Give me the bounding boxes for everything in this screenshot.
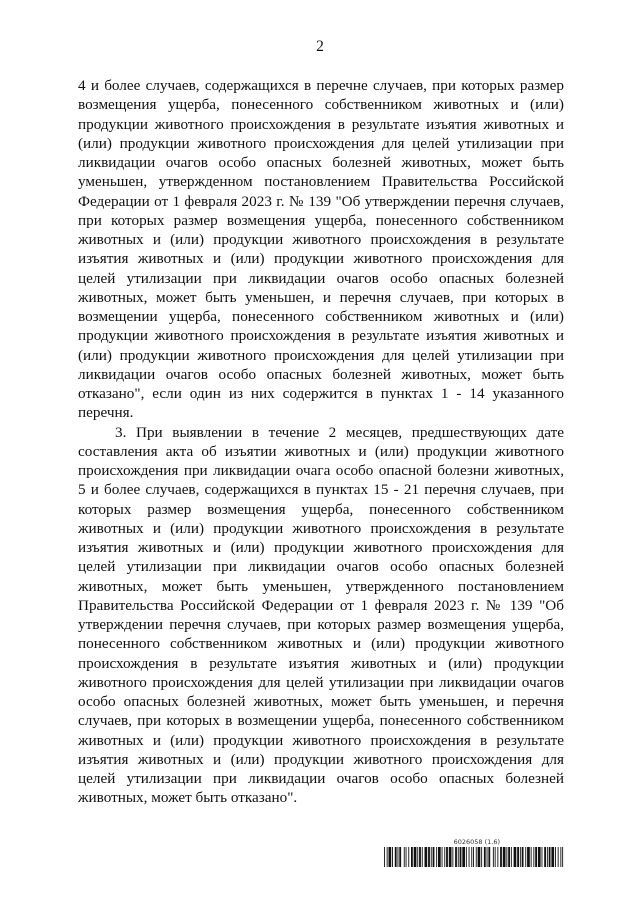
barcode-image <box>384 847 564 867</box>
document-barcode <box>384 838 564 867</box>
barcode-bar <box>462 847 465 867</box>
barcode-bar <box>419 847 421 867</box>
barcode-bar <box>562 847 563 867</box>
barcode-bar <box>452 847 453 867</box>
barcode-bar <box>408 847 409 867</box>
barcode-number: 6026058 (1.6) <box>453 838 500 846</box>
barcode-bar <box>551 847 554 867</box>
barcode-bar <box>389 847 392 867</box>
barcode-bar <box>542 847 543 867</box>
barcode-bar <box>428 847 430 867</box>
paragraph-continuation: 4 и более случаев, содержащихся в перечне случаев, при которых размер возмещения ущерба, понесенного собственником животных и (или) продукции животного происхождения в результате изъятия животных и (или) продукции животного происхождения для целей утилизации при ликвидации очагов особо опасных болезней животных, может быть уменьшен, утвержденном постановлением Правительства Российской Федерации от 1 февраля 2023 г. № 139 "Об утверждении перечня случаев, при которых размер возмещения ущерба, понесенного собственником животных и (или) продукции животного происхождения в результате изъятия животных и (или) продукции животного происхождения для целей утилизации при ликвидации очагов особо опасных болезней животных, может быть уменьшен, и перечня случаев, при которых в возмещении ущерба, понесенного собственником животных и (или) продукции животного происхождения в результате изъятия животных и (или) продукции животного происхождения для целей утилизации при ликвидации очагов особо опасных болезней животных, может быть отказано", если один из них содержится в пунктах 1 - 14 указанного перечня. <box>78 77 564 422</box>
barcode-bar <box>497 847 498 867</box>
barcode-bar <box>544 847 546 867</box>
barcode-bar <box>446 847 448 867</box>
barcode-bar <box>476 847 477 867</box>
barcode-bar <box>433 847 435 867</box>
barcode-bar <box>493 847 494 867</box>
barcode-bar <box>508 847 510 867</box>
barcode-bar <box>425 847 428 867</box>
barcode-bar <box>560 847 561 867</box>
barcode-bar <box>458 847 459 867</box>
barcode-bar <box>460 847 462 867</box>
barcode-bar <box>533 847 534 867</box>
barcode-bar <box>481 847 482 867</box>
barcode-bar <box>547 847 548 867</box>
barcode-bar <box>555 847 556 867</box>
barcode-bar <box>520 847 521 867</box>
barcode-bar <box>449 847 452 867</box>
barcode-bar <box>438 847 441 867</box>
barcode-bar <box>436 847 437 867</box>
barcode-bar <box>384 847 385 867</box>
barcode-bar <box>387 847 388 867</box>
barcode-bar <box>392 847 393 867</box>
paragraph-item-3: 3. При выявлении в течение 2 месяцев, предшествующих дате составления акта об изъятии животных и (или) продукции животного происхождения при ликвидации очага особо опасной болезни животных, 5 и более случаев, содержащихся в пунктах 15 - 21 перечня случаев, при которых размер возмещения ущерба, понесенного собственником животных и (или) продукции животного происхождения в результате изъятия животных и (или) продукции животного происхождения для целей утилизации при ликвидации очагов особо опасных болезней животных, может быть уменьшен, утвержденного постановлением Правительства Российской Федерации от 1 февраля 2023 г. № 139 "Об утверждении перечня случаев, при которых размер возмещения ущерба, понесенного собственником животных и (или) продукции животного происхождения в результате изъятия животных и (или) продукции животного происхождения для целей утилизации при ликвидации очагов особо опасных болезней животных, может быть уменьшен, и перечня случаев, при которых в возмещении ущерба, понесенного собственником животных и (или) продукции животного происхождения в результате изъятия животных и (или) продукции животного происхождения для целей утилизации при ликвидации очагов особо опасных болезней животных, может быть отказано". <box>78 423 564 807</box>
document-body <box>78 76 564 808</box>
barcode-bar <box>517 847 519 867</box>
barcode-bar <box>503 847 506 867</box>
barcode-bar <box>558 847 559 867</box>
barcode-bar <box>531 847 532 867</box>
barcode-bar <box>404 847 405 867</box>
barcode-bar <box>514 847 517 867</box>
barcode-bar <box>411 847 413 867</box>
barcode-bar <box>395 847 397 867</box>
barcode-bar <box>417 847 418 867</box>
barcode-bar <box>522 847 524 867</box>
barcode-bar <box>406 847 407 867</box>
barcode-bar <box>444 847 445 867</box>
barcode-bar <box>511 847 512 867</box>
barcode-bar <box>525 847 526 867</box>
barcode-bar <box>471 847 472 867</box>
barcode-bar <box>478 847 481 867</box>
barcode-bar <box>455 847 457 867</box>
barcode-bar <box>535 847 537 867</box>
barcode-bar <box>487 847 488 867</box>
barcode-bar <box>469 847 470 867</box>
barcode-bar <box>422 847 423 867</box>
barcode-bar <box>484 847 486 867</box>
barcode-bar <box>473 847 474 867</box>
barcode-bar <box>466 847 467 867</box>
barcode-bar <box>549 847 551 867</box>
barcode-bar <box>398 847 399 867</box>
barcode-bar <box>495 847 496 867</box>
page-number: 2 <box>316 38 324 55</box>
barcode-bar <box>414 847 417 867</box>
barcode-bar <box>527 847 530 867</box>
barcode-bar <box>500 847 502 867</box>
barcode-bar <box>442 847 443 867</box>
barcode-bar <box>431 847 432 867</box>
barcode-bar <box>399 847 401 867</box>
barcode-bar <box>488 847 490 867</box>
barcode-bar <box>506 847 507 867</box>
barcode-bar <box>538 847 541 867</box>
